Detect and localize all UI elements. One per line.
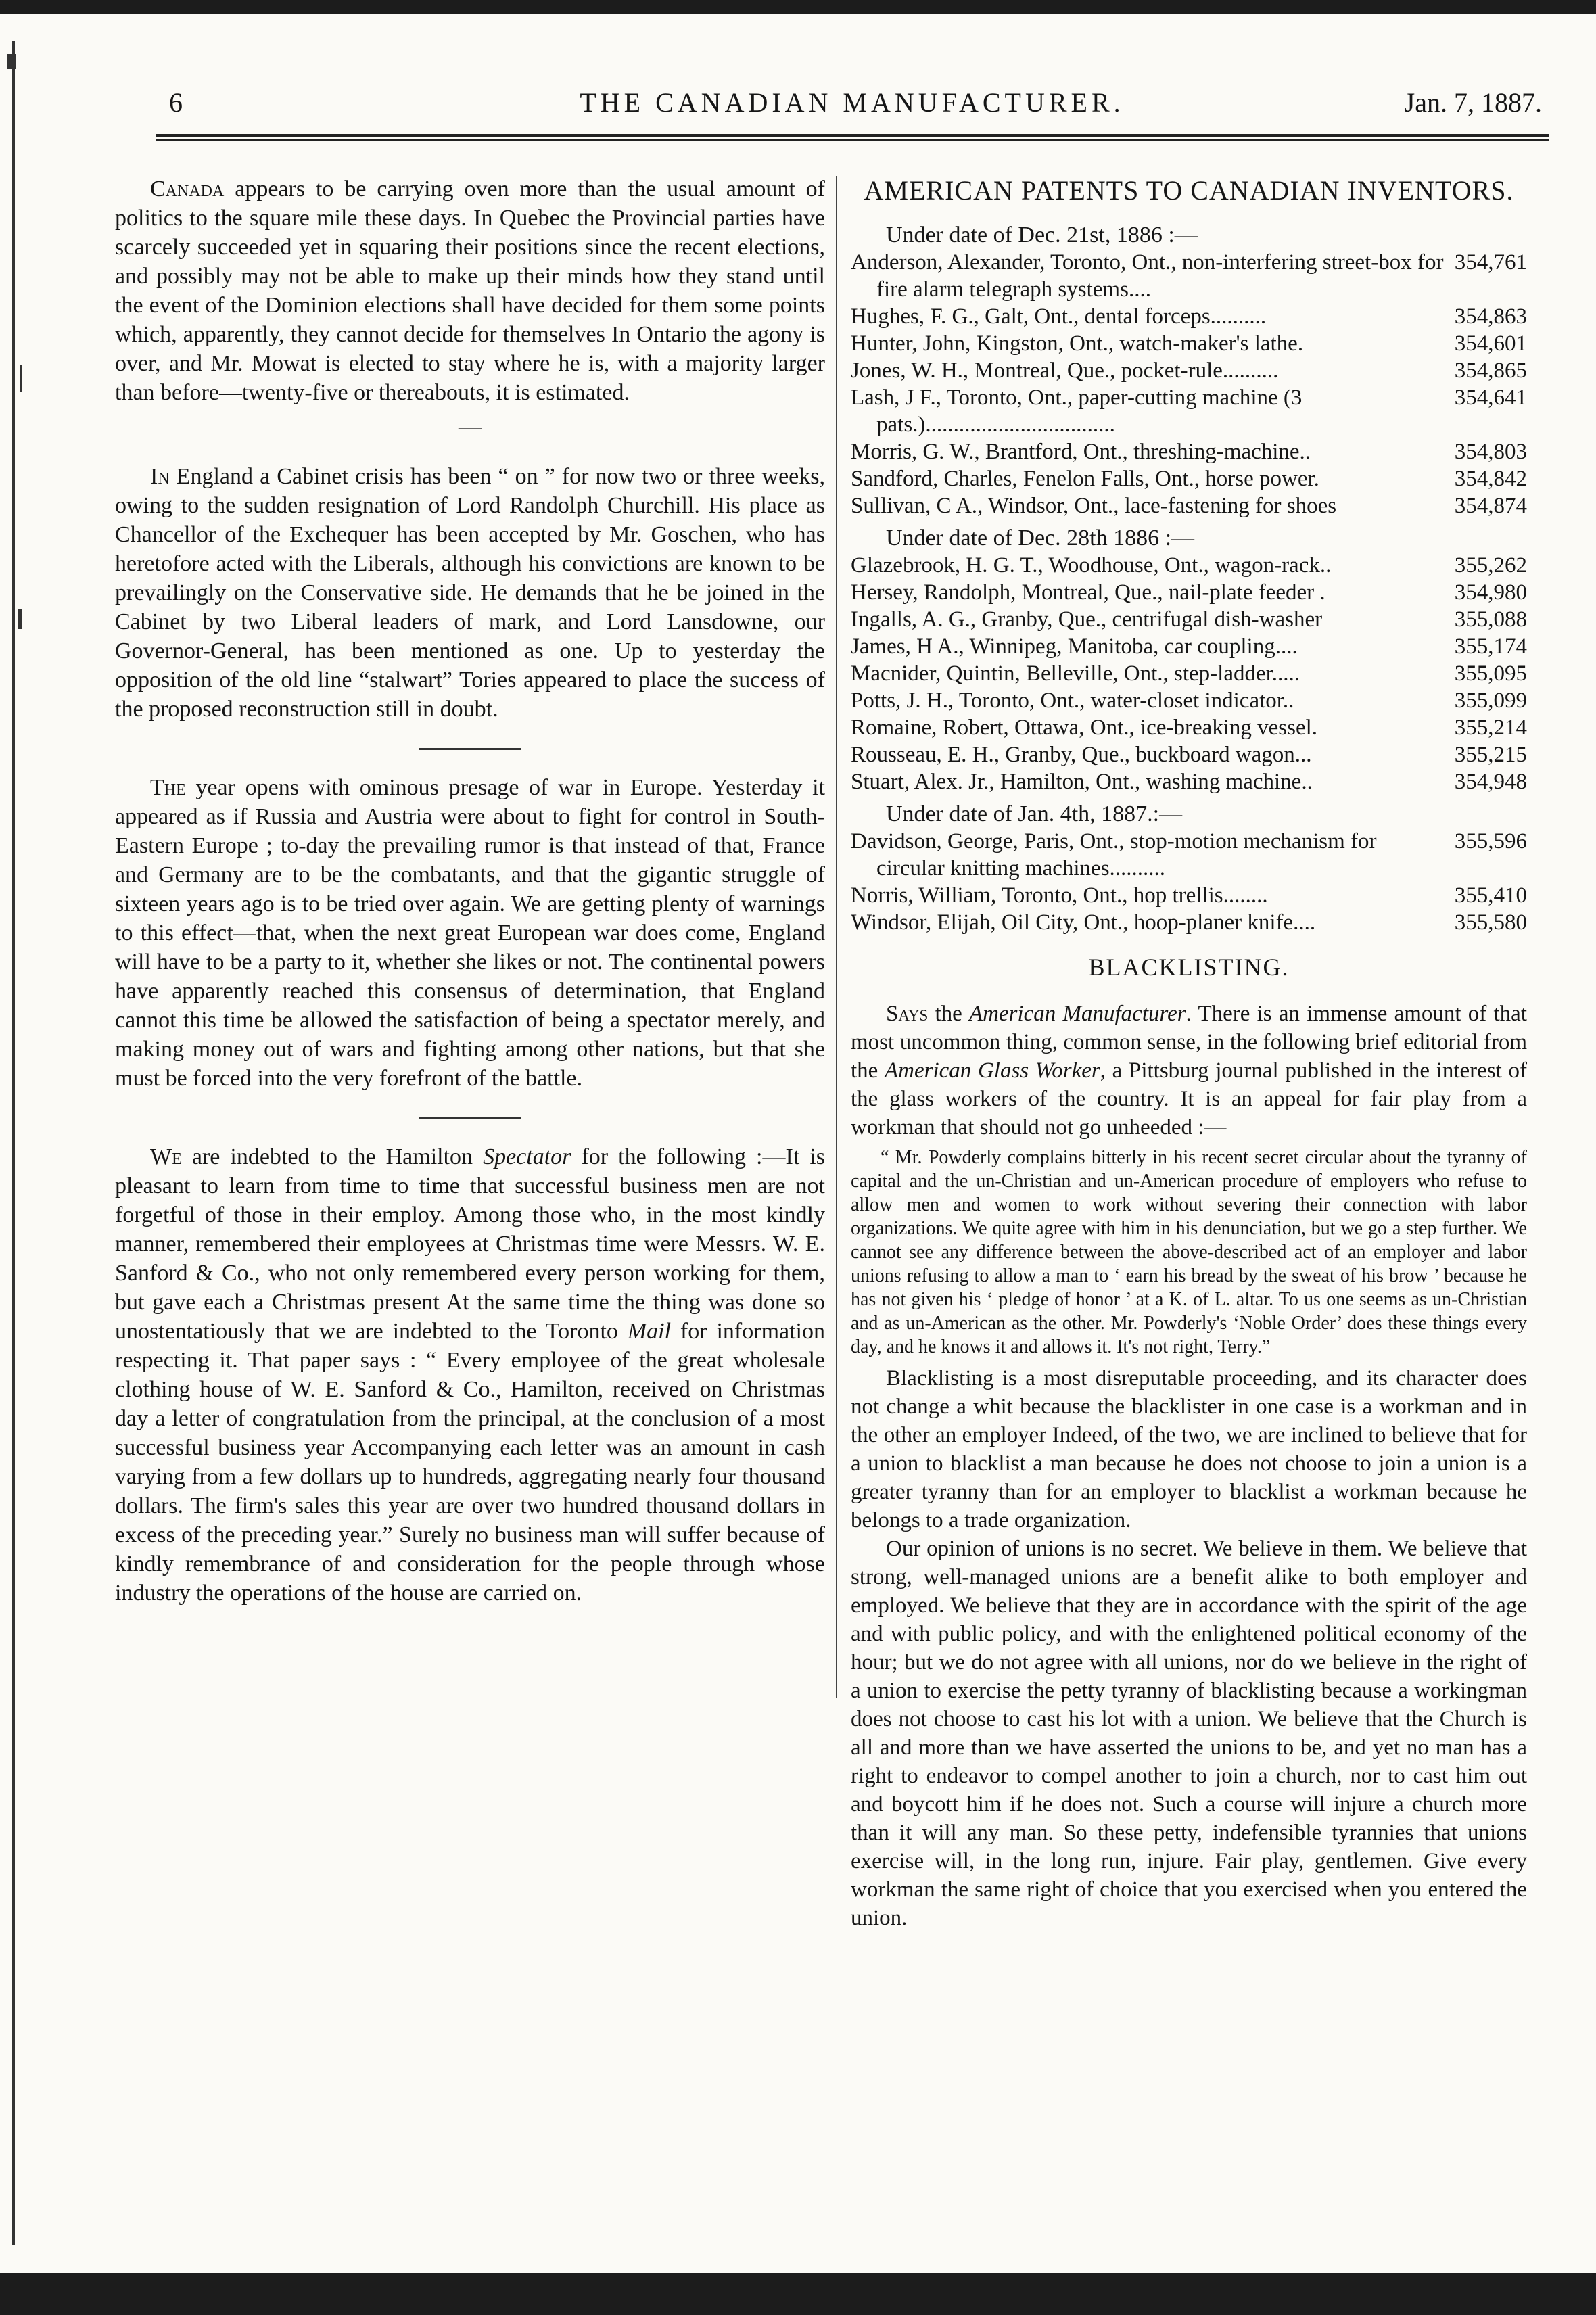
article-war-europe: The year opens with ominous presage of war in Europe. Yesterday it appeared as if Russia and Austria were about to fight for control in South-Eastern Europe ; to-day the prevailing rumor is that instead of that, France and Germany are to be the combatants, and that the gigantic struggle of sixteen years ago is to be tried over again. We are getting plenty of warnings to this effect—that, when the next great European war does come, England will have to be a party to it, whether she likes or not. The continental powers have apparently reached this consensus of determination, that England cannot this time be allowed the satisfaction of being a spectator merely, and making money out of wars and fighting among other nations, but that she must be forced into the very forefront of the battle. — [115, 775, 825, 1091]
patent-entry: Norris, William, Toronto, Ont., hop trellis........ 355,410 — [851, 883, 1527, 908]
patent-entry: Sullivan, C A., Windsor, Ont., lace-fastening for shoes 354,874 — [851, 494, 1527, 518]
patents-heading: AMERICAN PATENTS TO CANADIAN INVENTORS. — [864, 175, 1514, 206]
patent-group — [851, 525, 1527, 795]
left-column — [115, 174, 825, 1608]
patent-entry: Glazebrook, H. G. T., Woodhouse, Ont., wagon-rack.. 355,262 — [851, 553, 1527, 578]
page-number: 6 — [169, 87, 183, 118]
blacklisting-heading: BLACKLISTING. — [1088, 954, 1290, 981]
newspaper-title: THE CANADIAN MANUFACTURER. — [580, 87, 1125, 118]
blacklisting-intro: Says the American Manufacturer. There is an immense amount of that most uncommon thing, common sense, in the following brief editorial from the American Glass Worker, a Pittsburg journal published in the interest of the glass workers of the country. It is an appeal for fair play from a workman that should not go unheeded :— — [851, 1002, 1527, 1140]
patent-date-label: Under date of Dec. 21st, 1886 :— — [886, 223, 1198, 248]
issue-date: Jan. 7, 1887. — [1404, 87, 1542, 118]
patent-date-label: Under date of Dec. 28th 1886 :— — [886, 525, 1195, 551]
article-sanford: We are indebted to the Hamilton Spectator for the following :—It is pleasant to learn from time to time that successful business men are not forgetful of those in their employ. Among those who, in the most kindly manner, remembered their employees at Christmas time were Messrs. W. E. Sanford & Co., who not only remembered every person working for them, but gave each a Christmas present At the same time the thing was done so unostentatiously that we are indebted to the Toronto Mail for information respecting it. That paper says : “ Every employee of the great wholesale clothing house of W. E. Sanford & Co., Hamilton, received on Christmas day a letter of congratulation from the principal, at the conclusion of a most successful business year Accompanying each letter was an amount in cash varying from a few dollars up to hundreds, aggregating nearly four thousand dollars. The firm's sales this year are over two hundred thousand dollars in excess of the preceding year.” Surely no business man will suffer because of kindly remembrance of and consideration for the people through whose industry the operations of the house are carried on. — [115, 1144, 825, 1606]
page-header — [156, 87, 1549, 127]
right-column — [851, 174, 1527, 1932]
patent-entry: Hughes, F. G., Galt, Ont., dental forceps.......... 354,863 — [851, 304, 1527, 329]
section-divider — [419, 1117, 521, 1119]
patent-entry: Davidson, George, Paris, Ont., stop-motion mechanism for circular knitting machines.......... 355,596 — [851, 829, 1527, 881]
blacklisting-para-2: Blacklisting is a most disreputable proceeding, and its character does not change a whit because the blacklister in one case is a workman and in the other an employer Indeed, of the two, we are inclined to believe that for a union to blacklist a man because he does not choose to join a union is a greater tyranny than for an employer to blacklist a workman because he belongs to a trade organization. — [851, 1366, 1527, 1533]
patent-entry: Macnider, Quintin, Belleville, Ont., step-ladder..... 355,095 — [851, 661, 1527, 686]
patent-entry: Lash, J F., Toronto, Ont., paper-cutting machine (3 pats.).................................. 354,641 — [851, 385, 1527, 437]
bottom-scan-edge — [0, 2273, 1596, 2315]
patent-entry: Morris, G. W., Brantford, Ont., threshing-machine.. 354,803 — [851, 440, 1527, 464]
patent-entry: Windsor, Elijah, Oil City, Ont., hoop-planer knife.... 355,580 — [851, 910, 1527, 935]
patent-entry: Hunter, John, Kingston, Ont., watch-maker's lathe. 354,601 — [851, 331, 1527, 356]
patent-date-label: Under date of Jan. 4th, 1887.:— — [886, 801, 1183, 826]
header-rule-thin — [156, 139, 1549, 141]
patent-entry: Hersey, Randolph, Montreal, Que., nail-plate feeder . 354,980 — [851, 580, 1527, 605]
article-cabinet-crisis: In England a Cabinet crisis has been “ on ” for now two or three weeks, owing to the sudden resignation of Lord Randolph Churchill. His place as Chancellor of the Exchequer has been accepted by Mr. Goschen, who has heretofore acted with the Liberals, although his convictions are known to be prevailingly on the Conservative side. He demands that he be joined in the Cabinet by two Liberal leaders of mark, and Lord Lansdowne, our Governor-General, has been mentioned as one. Up to yesterday the opposition of the old line “stalwart” Tories appeared to place the success of the proposed reconstruction still in doubt. — [115, 464, 825, 722]
short-divider: — — [459, 415, 482, 440]
section-divider — [419, 748, 521, 750]
article-politics: Canada appears to be carrying oven more than the usual amount of politics to the square mile these days. In Quebec the Provincial parties have scarcely succeeded yet in squaring their positions since the recent elections, and possibly may not be able to make up their minds how they stand until the event of the Dominion elections shall have decided for them some points which, apparently, they cannot decide for themselves In Ontario the agony is over, and Mr. Mowat is elected to stay where he is, with a majority larger than before—twenty-five or thereabouts, it is estimated. — [115, 177, 825, 405]
top-scan-edge — [0, 0, 1596, 14]
binding-edge-marks — [0, 14, 41, 2272]
patent-entry: James, H A., Winnipeg, Manitoba, car coupling.... 355,174 — [851, 634, 1527, 659]
column-divider — [836, 176, 837, 1698]
patent-group — [851, 801, 1527, 936]
patent-entry: Ingalls, A. G., Granby, Que., centrifugal dish-washer 355,088 — [851, 607, 1527, 632]
patent-entry: Jones, W. H., Montreal, Que., pocket-rule.......... 354,865 — [851, 358, 1527, 383]
patent-group — [851, 222, 1527, 519]
patent-entry: Rousseau, E. H., Granby, Que., buckboard wagon... 355,215 — [851, 743, 1527, 767]
header-rule — [156, 134, 1549, 137]
patent-entry: Potts, J. H., Toronto, Ont., water-closet indicator.. 355,099 — [851, 688, 1527, 713]
patent-entry: Anderson, Alexander, Toronto, Ont., non-interfering street-box for fire alarm telegraph systems.... 354,761 — [851, 250, 1527, 302]
blacklisting-para-3: Our opinion of unions is no secret. We believe in them. We believe that strong, well-managed unions are a benefit alike to both employer and employed. We believe that they are in accordance with the spirit of the age and with public policy, and with the enlightened political economy of the hour; but we do not agree with all unions, nor do we believe in the right of a union to exercise the petty tyranny of blacklisting because a workingman does not choose to cast his lot with a union. We believe that the Church is all and more than we have asserted the unions to be, and yet no man has a right to endeavor to compel another to join a church, nor to cast him out and boycott him if he does not. Such a course will injure a church more than it will any man. So these petty, indefensible tyrannies that unions exercise will, in the long run, injure. Fair play, gentlemen. Give every workman the same right of choice that you exercised when you entered the union. — [851, 1537, 1527, 1930]
patent-entry: Stuart, Alex. Jr., Hamilton, Ont., washing machine.. 354,948 — [851, 770, 1527, 794]
patent-entry: Sandford, Charles, Fenelon Falls, Ont., horse power. 354,842 — [851, 467, 1527, 491]
blacklisting-quote: “ Mr. Powderly complains bitterly in his recent secret circular about the tyranny of capital and the un-Christian and un-American procedure of employers who refuse to allow men and women to work without severing their connection with labor organizations. We quite agree with him in his denunciation, but we go a step further. We cannot see any difference between the above-described act of an employer and labor unions refusing to allow a man to ‘ earn his bread by the sweat of his brow ’ because he has not given his ‘ pledge of honor ’ at a K. of L. altar. To us one seems as un-Christian and as un-American as the other. Mr. Powderly's ‘Noble Order’ does these things every day, and he knows it and allows it. It's not right, Terry.” — [851, 1147, 1527, 1357]
patent-entry: Romaine, Robert, Ottawa, Ont., ice-breaking vessel. 355,214 — [851, 716, 1527, 740]
